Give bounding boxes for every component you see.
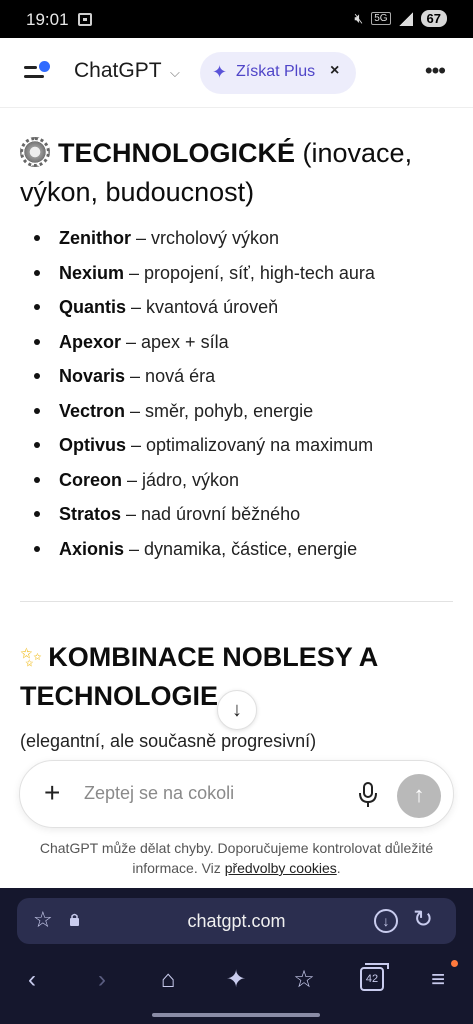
notification-dot [451,960,458,967]
section-subtitle: (elegantní, ale současně progresivní) [20,731,317,751]
bookmark-star-icon[interactable]: ☆ [33,907,53,932]
mute-icon: 🔇︎ [354,10,364,26]
sidebar-menu-icon[interactable] [24,60,50,82]
list-item: Optivus – optimalizovaný na maximum [34,431,454,466]
prompt-input[interactable] [84,783,344,804]
list-item: Nexium – propojení, síť, high-tech aura [34,259,454,294]
signal-icon [399,12,413,26]
status-bar [0,0,473,38]
back-icon[interactable]: ‹ [28,966,36,993]
forward-icon[interactable]: › [98,966,106,993]
network-type: 5G [371,12,390,25]
download-icon[interactable]: ↓ [374,909,398,933]
list-item: Quantis – kvantová úroveň [34,293,454,328]
get-plus-label: Získat Plus [236,63,316,80]
scroll-down-button[interactable] [217,690,257,730]
list-item: Coreon – jádro, výkon [34,466,454,501]
section-title-paren: (inovace, [295,138,413,168]
battery-level: 67 [421,10,447,27]
address-bar[interactable] [17,898,456,944]
name-list [34,224,454,569]
home-icon[interactable]: ⌂ [160,966,176,993]
section-heading-technological [20,134,412,172]
section-heading-combination: ✨︎ KOMBINACE NOBLESY A [20,642,379,672]
list-item: Zenithor – vrcholový výkon [34,224,454,259]
ai-sparkle-icon[interactable]: ✦ [225,966,247,993]
chat-message [0,108,473,758]
list-item: Vectron – směr, pohyb, energie [34,397,454,432]
list-item: Stratos – nad úrovní běžného [34,500,454,535]
more-options-icon[interactable]: ••• [424,58,445,83]
app-header [0,38,473,108]
gear-icon [20,137,50,167]
url-text[interactable]: chatgpt.com [187,911,286,931]
chevron-down-icon[interactable]: ⌵ [170,65,180,80]
tabs-button[interactable]: 42 [360,967,384,991]
arrow-down-icon: ↓ [232,699,242,721]
status-indicators [354,10,447,27]
message-composer [19,760,454,828]
browser-toolbar [0,888,473,1024]
list-item: Novaris – nová éra [34,362,454,397]
sparkles-icon: ✨︎ [20,642,43,672]
section-heading-combination-line2: TECHNOLOGIE [20,681,219,711]
list-item: Axionis – dynamika, částice, energie [34,535,454,570]
menu-icon[interactable]: ≡ [430,966,445,993]
disclaimer-text: ChatGPT může dělat chyby. Doporučujeme kontrolovat důležité informace. Viz předvolby cookies. [39,840,434,876]
section-heading-line2: výkon, budoucnost) [20,177,255,207]
bookmarks-icon[interactable]: ☆ [293,966,315,993]
list-item: Apexor – apex + síla [34,328,454,363]
gesture-bar [152,1013,320,1017]
close-icon[interactable]: × [330,62,340,79]
reload-icon[interactable]: ↻ [413,906,434,933]
section-divider [20,601,453,602]
send-button[interactable] [397,774,441,818]
get-plus-button[interactable] [200,52,356,94]
arrow-up-icon: ↑ [413,782,425,807]
browser-nav [0,960,473,1000]
model-selector[interactable]: ChatGPT [74,59,162,82]
sparkle-icon: ✦ [212,62,228,82]
screen-record-icon [78,13,92,26]
section-title: TECHNOLOGICKÉ [58,138,296,168]
microphone-icon[interactable] [358,781,378,809]
add-attachment-button[interactable]: + [44,777,61,808]
status-time: 19:01 [26,10,69,29]
cookie-preferences-link[interactable]: předvolby cookies [224,860,337,876]
